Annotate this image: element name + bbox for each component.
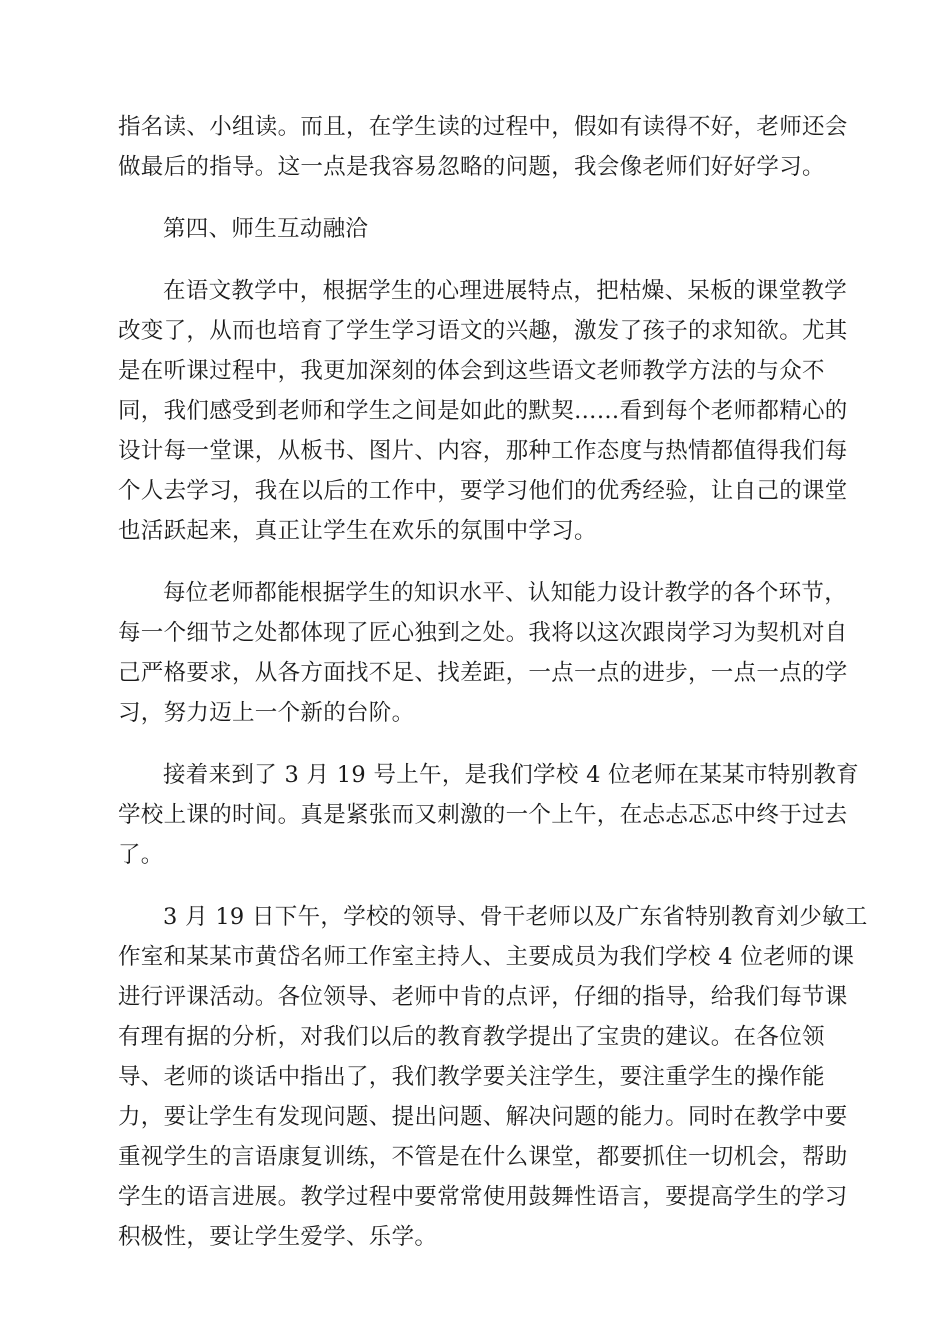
text-line: 个人去学习，我在以后的工作中，要学习他们的优秀经验，让自己的课堂 xyxy=(118,478,848,504)
text-line: 设计每一堂课，从板书、图片、内容，那种工作态度与热情都值得我们每 xyxy=(118,438,848,464)
text-line: 每位老师都能根据学生的知识水平、认知能力设计教学的各个环节， xyxy=(163,580,848,606)
text-line: 每一个细节之处都体现了匠心独到之处。我将以这次跟岗学习为契机对自 xyxy=(118,620,848,646)
text-line: 3 月 19 日下午，学校的领导、骨干老师以及广东省特别教育刘少敏工 xyxy=(163,904,868,930)
text-line: 习，努力迈上一个新的台阶。 xyxy=(118,700,415,726)
text-line: 作室和某某市黄岱名师工作室主持人、主要成员为我们学校 4 位老师的课 xyxy=(118,944,855,970)
paragraph-continuation xyxy=(118,107,848,187)
text-line: 在语文教学中，根据学生的心理进展特点，把枯燥、呆板的课堂教学 xyxy=(163,278,848,304)
paragraph-teaching-design xyxy=(118,573,848,733)
text-line: 进行评课活动。各位领导、老师中肯的点评，仔细的指导，给我们每节课 xyxy=(118,984,848,1010)
text-line: 也活跃起来，真正让学生在欢乐的氛围中学习。 xyxy=(118,518,597,544)
paragraph-morning-classes xyxy=(118,755,859,875)
text-line: 接着来到了 3 月 19 号上午，是我们学校 4 位老师在某某市特别教育 xyxy=(163,762,859,788)
document-page xyxy=(118,107,868,1257)
text-line: 力，要让学生有发现问题、提出问题、解决问题的能力。同时在教学中要 xyxy=(118,1104,848,1130)
text-line: 重视学生的言语康复训练，不管是在什么课堂，都要抓住一切机会，帮助 xyxy=(118,1144,848,1170)
text-line: 同，我们感受到老师和学生之间是如此的默契……看到每个老师都精心的 xyxy=(118,398,848,424)
text-line: 做最后的指导。这一点是我容易忽略的问题，我会像老师们好好学习。 xyxy=(118,154,825,180)
text-line: 指名读、小组读。而且，在学生读的过程中，假如有读得不好，老师还会 xyxy=(118,114,848,140)
text-line: 是在听课过程中，我更加深刻的体会到这些语文老师教学方法的与众不 xyxy=(118,358,825,384)
text-line: 学生的语言进展。教学过程中要常常使用鼓舞性语言，要提高学生的学习 xyxy=(118,1184,848,1210)
paragraph-afternoon-review xyxy=(118,897,868,1257)
section-heading xyxy=(118,209,830,249)
text-line: 了。 xyxy=(118,842,164,868)
text-line: 有理有据的分析，对我们以后的教育教学提出了宝贵的建议。在各位领 xyxy=(118,1024,825,1050)
text-line: 己严格要求，从各方面找不足、找差距，一点一点的进步，一点一点的学 xyxy=(118,660,848,686)
text-line: 改变了，从而也培育了学生学习语文的兴趣，激发了孩子的求知欲。尤其 xyxy=(118,318,848,344)
text-line: 导、老师的谈话中指出了，我们教学要关注学生，要注重学生的操作能 xyxy=(118,1064,825,1090)
text-line: 积极性，要让学生爱学、乐学。 xyxy=(118,1224,438,1250)
text-line: 学校上课的时间。真是紧张而又刺激的一个上午，在忐忐忑忑中终于过去 xyxy=(118,802,848,828)
heading-text: 第四、师生互动融洽 xyxy=(163,216,369,242)
paragraph-classroom-interaction xyxy=(118,271,848,551)
